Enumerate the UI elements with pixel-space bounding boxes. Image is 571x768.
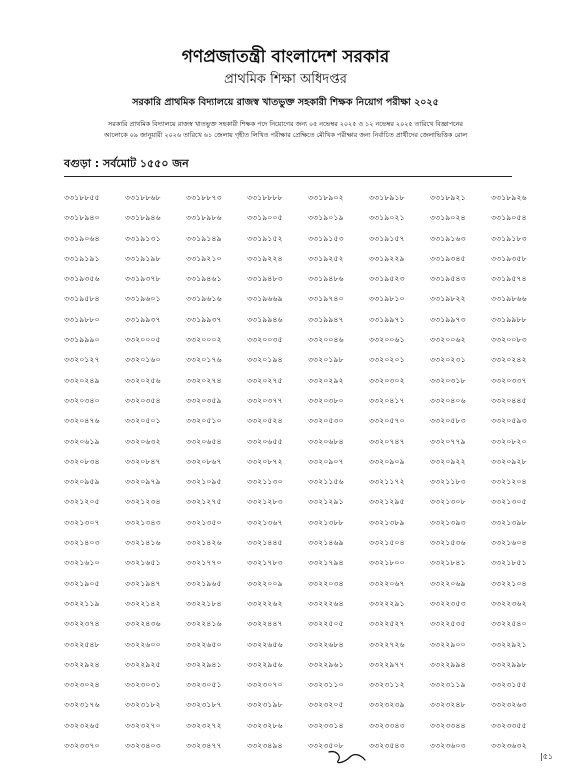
roll-number: ৩৩১৯১৩১ [125, 233, 161, 243]
roll-number: ৩৩২৩২৭০ [125, 720, 161, 730]
roll-number: ৩৩১৮৯৪৬ [125, 213, 161, 223]
roll-number: ৩৩২০৫৯৩ [491, 416, 527, 426]
roll-number: ৩৩২০৬৮৪ [308, 436, 344, 446]
roll-number: ৩৩২০৪০৬ [430, 395, 466, 405]
roll-number: ৩৩২১১৭২ [369, 477, 405, 487]
roll-number: ৩৩২২৪৩৬ [125, 619, 161, 629]
roll-number: ৩৩২৩১১৯ [430, 680, 466, 690]
roll-number: ৩৩২২৯৭৭ [369, 659, 405, 669]
roll-number: ৩৩১৯৮২২ [430, 294, 466, 304]
roll-number: ৩৩১৯৯৯০ [64, 335, 100, 345]
roll-number: ৩৩২১১৫৬ [308, 477, 344, 487]
roll-number: ৩৩২০২৩১ [430, 355, 466, 365]
roll-number: ৩৩২৩২৭২ [186, 720, 222, 730]
roll-number: ৩৩১৯০৬৪ [64, 233, 100, 243]
roll-number: ৩৩২১৭৭০ [186, 558, 222, 568]
handwritten-pen-mark [326, 748, 368, 766]
roll-number: ৩৩২২০৬৯ [430, 578, 466, 588]
roll-number: ৩৩১৯৪৮৩ [247, 274, 283, 284]
roll-number: ৩৩২১৬০৪ [491, 538, 527, 548]
roll-number: ৩৩১৯৯৭৩ [430, 314, 466, 324]
roll-number: ৩৩২২৬৫০ [186, 639, 222, 649]
roll-number: ৩৩২৩৫৪৩ [369, 741, 405, 751]
roll-number: ৩৩২০৪৪৫ [491, 395, 527, 405]
roll-number: ৩৩২০৩০২ [369, 375, 405, 385]
roll-number: ৩৩২০০৪৬ [308, 335, 344, 345]
roll-number: ৩৩২০৯৫৯ [64, 477, 100, 487]
roll-number: ৩৩২২৭২৬ [369, 639, 405, 649]
roll-number: ৩৩১৯৩৫৬ [64, 274, 100, 284]
roll-number: ৩৩২১৩৯৮ [491, 517, 527, 527]
roll-number: ৩৩২০২৪৯ [64, 375, 100, 385]
notice-text [60, 119, 511, 141]
roll-number: ৩৩২১২০৫ [64, 497, 100, 507]
roll-number: ৩৩২২৪১৬ [186, 619, 222, 629]
roll-number: ৩৩২০৮৪৭ [125, 456, 161, 466]
roll-number: ৩৩২০৮৩৪ [64, 456, 100, 466]
roll-number: ৩৩২২২৬২ [247, 598, 283, 608]
roll-number: ৩৩১৯৫২৩ [369, 274, 405, 284]
roll-number: ৩৩২০০০২ [186, 335, 222, 345]
roll-number: ৩৩২২৩৫৩ [430, 598, 466, 608]
roll-number: ৩৩২৩১৭৬ [64, 700, 100, 710]
roll-number: ৩৩১৯১৮৩ [491, 233, 527, 243]
roll-number: ৩৩১৯৯৩৭ [186, 314, 222, 324]
roll-number: ৩৩২১৩৬৭ [247, 517, 283, 527]
roll-number: ৩৩২১৩০৭ [64, 517, 100, 527]
roll-number: ৩৩২২৩৬২ [491, 598, 527, 608]
roll-number: ৩৩২০৩৫৪ [125, 395, 161, 405]
roll-number: ৩৩১৯২৫২ [308, 253, 344, 263]
roll-number: ৩৩২৩৩৪৪ [430, 720, 466, 730]
roll-number: ৩৩২১২৯৫ [369, 497, 405, 507]
roll-number: ৩৩২৩৩৫৫ [491, 720, 527, 730]
roll-number: ৩৩২৩১৮২ [125, 700, 161, 710]
roll-number: ৩৩১৯৯৭১ [369, 314, 405, 324]
roll-number: ৩৩২১৫৩৬ [430, 538, 466, 548]
district-heading: বগুড়া : সর্বমোট ১৫৫০ জন [64, 157, 189, 170]
roll-number: ৩৩২২৬০০ [125, 639, 161, 649]
roll-number: ৩৩২২৯২১ [491, 639, 527, 649]
roll-number: ৩৩২২৫৪০ [491, 619, 527, 629]
roll-number: ৩৩২০২৭৫ [247, 375, 283, 385]
roll-number: ৩৩২১৭৮৩ [247, 558, 283, 568]
roll-number: ৩৩১৯১৯১ [64, 253, 100, 263]
roll-number: ৩৩২২৯৫৬ [247, 659, 283, 669]
roll-number: ৩৩১৯০২১ [369, 213, 405, 223]
roll-number: ৩৩১৯০০৫ [247, 213, 283, 223]
roll-number: ৩৩১৯২১০ [186, 253, 222, 263]
roll-number: ৩৩২০৯২৮ [491, 456, 527, 466]
roll-number: ৩৩২২২৬৪ [308, 598, 344, 608]
roll-number: ৩৩২০২৪২ [491, 355, 527, 365]
roll-number: ৩৩১৯৭৪০ [308, 294, 344, 304]
roll-number: ৩৩১৯৩৪৫ [430, 253, 466, 263]
roll-number: ৩৩২০৩৫৯ [186, 395, 222, 405]
roll-number: ৩৩২১৪৪৫ [247, 538, 283, 548]
roll-number: ৩৩২১৩০৫ [491, 497, 527, 507]
roll-number: ৩৩১৮৮৮৮ [247, 193, 283, 202]
roll-number: ৩৩২০২৫৬ [125, 375, 161, 385]
roll-number: ৩৩২০৮২০ [491, 436, 527, 446]
roll-number: ৩৩২৩২৬৫ [64, 720, 100, 730]
roll-number: ৩৩১৯৩৭৮ [125, 274, 161, 284]
roll-number: ৩৩২১২৭৫ [186, 497, 222, 507]
roll-number: ৩৩২২৫৩৫ [430, 619, 466, 629]
roll-number: ৩৩১৯৬০১ [125, 294, 161, 304]
roll-number: ৩৩১৯১৫৩ [308, 233, 344, 243]
roll-number: ৩৩২০৩৪০ [64, 395, 100, 405]
roll-number: ৩৩২০৬৫৫ [247, 436, 283, 446]
roll-number: ৩৩২৩৪৯৪ [247, 741, 283, 751]
roll-number: ৩৩২১২৩৪ [125, 497, 161, 507]
roll-number: ৩৩২১৯০৫ [64, 578, 100, 588]
roll-number: ৩৩২২৩৭৪ [64, 619, 100, 629]
roll-number: ৩৩২১৩৮৯ [369, 517, 405, 527]
roll-number: ৩৩২০৩৮০ [308, 395, 344, 405]
roll-number: ৩৩২১২৮৩ [247, 497, 283, 507]
roll-number: ৩৩২০৮৭২ [247, 456, 283, 466]
roll-number: ৩৩১৯৮১০ [369, 294, 405, 304]
roll-number: ৩৩১৯৮৮০ [64, 314, 100, 324]
roll-number: ৩৩২০৫৮৩ [430, 416, 466, 426]
roll-number: ৩৩২২৯৬১ [308, 659, 344, 669]
roll-number: ৩৩১৮৯২৬ [491, 193, 527, 202]
notice-line-2: আলোকে ০৯ জানুয়ারী ২০২৬ তারিখে ৬১ জেলায় গৃহীত লিখিত পরীক্ষার প্রেক্ষিতে মৌখিক পরীক্ষার জন্য নির্বাচিত প্রার্থীদের জেলাভিত্তিক রোল [103, 131, 468, 139]
roll-number: ৩৩১৯৯৪৭ [308, 314, 344, 324]
roll-number: ৩৩১৮৮৬৮ [125, 193, 161, 202]
roll-number: ৩৩১৯৬৬৯ [247, 294, 283, 304]
roll-number: ৩৩২০৯০৯ [369, 456, 405, 466]
roll-number: ৩৩২০৫২৪ [247, 416, 283, 426]
roll-number: ৩৩২২৯০০ [430, 639, 466, 649]
roll-number: ৩৩২১৩৪৩ [125, 517, 161, 527]
roll-number: ৩৩২৩১৮৭ [186, 700, 222, 710]
roll-number: ৩৩২২১১৯ [64, 598, 100, 608]
roll-number: ৩৩১৯৪৬১ [186, 274, 222, 284]
roll-number: ৩৩১৯৫৮৪ [64, 294, 100, 304]
roll-number: ৩৩১৯৯৪৬ [247, 314, 283, 324]
roll-number: ৩৩২০১৯৪ [247, 355, 283, 365]
roll-number: ৩৩১৯৮৬৬ [491, 294, 527, 304]
roll-number: ৩৩২২৫২৭ [369, 619, 405, 629]
roll-number: ৩৩১৯১৫২ [247, 233, 283, 243]
directorate-title: প্রাথমিক শিক্ষা অধিদপ্তর [224, 72, 347, 87]
roll-number: ৩৩২২৯২৪ [64, 659, 100, 669]
roll-number: ৩৩১৯৫৭৪ [491, 274, 527, 284]
roll-number: ৩৩১৮৮৭৩ [186, 193, 222, 202]
roll-number: ৩৩২৩১১২ [369, 680, 405, 690]
roll-number: ৩৩২০০০৫ [125, 335, 161, 345]
roll-number: ৩৩২১৮৪১ [430, 558, 466, 568]
roll-number: ৩৩২২৫০৫ [308, 619, 344, 629]
roll-number: ৩৩১৯০২৪ [430, 213, 466, 223]
roll-number: ৩৩২৩২৩৯ [369, 700, 405, 710]
roll-number: ৩৩১৯২২৪ [247, 253, 283, 263]
roll-number: ৩৩২১৬১০ [64, 558, 100, 568]
roll-number: ৩৩২৩৬০৩ [430, 741, 466, 751]
roll-number: ৩৩২২১০৪ [491, 578, 527, 588]
roll-number: ৩৩২০০৬১ [369, 335, 405, 345]
roll-number: ৩৩১৯৪৮৬ [308, 274, 344, 284]
roll-number-grid [64, 193, 550, 761]
roll-number: ৩৩২০০৩৫ [247, 335, 283, 345]
roll-number: ৩৩২০২৯২ [308, 375, 344, 385]
government-title: গণপ্রজাতন্ত্রী বাংলাদেশ সরকার [181, 47, 390, 67]
roll-number: ৩৩২০৮৬৭ [186, 456, 222, 466]
roll-number: ৩৩২২৬৫৬ [247, 639, 283, 649]
roll-number: ৩৩১৯১৬৩ [430, 233, 466, 243]
roll-number: ৩৩১৮৯০২ [308, 193, 344, 202]
roll-number: ৩৩২০৫১০ [186, 416, 222, 426]
roll-number: ৩৩২৩৪০৩ [125, 741, 161, 751]
roll-number: ৩৩২০৪৭৬ [64, 416, 100, 426]
roll-number: ৩৩২১৪১৬ [125, 538, 161, 548]
roll-number: ৩৩২৩০২৪ [64, 680, 100, 690]
roll-number: ৩৩২২৫৪৮ [64, 639, 100, 649]
roll-number: ৩৩১৯৩৫৮ [491, 253, 527, 263]
roll-number: ৩৩২০১২৭ [64, 355, 100, 365]
roll-number: ৩৩২৩০৩১ [125, 680, 161, 690]
roll-number: ৩৩২০২০১ [369, 355, 405, 365]
heading-divider [64, 176, 512, 177]
roll-number: ৩৩২১৮৫১ [491, 558, 527, 568]
roll-number: ৩৩১৯৯৩৭ [125, 314, 161, 324]
roll-number: ৩৩২১০৯৫ [186, 477, 222, 487]
roll-number: ৩৩২০৯২২ [430, 456, 466, 466]
roll-number: ৩৩২৩৪৭৭ [186, 741, 222, 751]
roll-number: ৩৩২০৪১৭ [369, 395, 405, 405]
roll-number: ৩৩২১৪৬৯ [308, 538, 344, 548]
roll-number: ৩৩১৯১৯৮ [125, 253, 161, 263]
roll-number: ৩৩২২০০৯ [247, 578, 283, 588]
roll-number: ৩৩২৩২৬৩ [491, 700, 527, 710]
roll-number: ৩৩২০২৭৪ [186, 375, 222, 385]
roll-number: ৩৩২০৩১৮ [430, 375, 466, 385]
roll-number: ৩৩১৮৮৫৫ [64, 193, 100, 202]
roll-number: ৩৩১৮৯১৮ [369, 193, 405, 202]
roll-number: ৩৩১৮৯৪০ [64, 213, 100, 223]
roll-number: ৩৩২০৯৭৯ [125, 477, 161, 487]
roll-number: ৩৩২১২৯১ [308, 497, 344, 507]
roll-number: ৩৩১৯৬১৬ [186, 294, 222, 304]
roll-number: ৩৩১৯১৪৯ [186, 233, 222, 243]
roll-number: ৩৩২৩০৭০ [247, 680, 283, 690]
notice-line-1: সরকারি প্রাথমিক বিদ্যালয়ে রাজস্ব খাতভুক্ত সহকারী শিক্ষক পদে নিয়োগের জন্য ০৫ নভেম্বর ২০২৫ ও ১২ নভেম্বর ২০২৫ তারিখে বিজ্ঞাপনের [108, 120, 463, 128]
roll-number: ৩৩২৩২৮৬ [247, 720, 283, 730]
roll-number: ৩৩২০৭৭৯ [430, 436, 466, 446]
roll-number: ৩৩২০৩৩৭ [491, 375, 527, 385]
roll-number: ৩৩২২১৪২ [125, 598, 161, 608]
roll-number: ৩৩২১৪২৬ [186, 538, 222, 548]
roll-number: ৩৩২৩১৫৫ [491, 680, 527, 690]
roll-number: ৩৩২২৯৪১ [186, 659, 222, 669]
roll-number: ৩৩২২২৯১ [369, 598, 405, 608]
roll-number: ৩৩২৩২৪৮ [430, 700, 466, 710]
roll-number: ৩৩২২১৮৪ [186, 598, 222, 608]
roll-number: ৩৩২০৫৩০ [308, 416, 344, 426]
roll-number: ৩৩২০৫৭০ [369, 416, 405, 426]
roll-number: ৩৩২২৯৯৪ [430, 659, 466, 669]
roll-number: ৩৩১৯০১৯ [308, 213, 344, 223]
roll-number: ৩৩২০৭৪৭ [369, 436, 405, 446]
roll-number: ৩৩১৯২২৯ [369, 253, 405, 263]
roll-number: ৩৩২১৩৯৩ [430, 517, 466, 527]
roll-number: ৩৩২৩৩৪৩ [369, 720, 405, 730]
roll-number: ৩৩২১১৮৩ [430, 477, 466, 487]
roll-number: ৩৩২৩১৯৮ [247, 700, 283, 710]
roll-number: ৩৩২০৬৩২ [125, 436, 161, 446]
roll-number: ৩৩২০১৭৬ [186, 355, 222, 365]
exam-title: সরকারি প্রাথমিক বিদ্যালয়ে রাজস্ব খাতভুক্ত সহকারী শিক্ষক নিয়োগ পরীক্ষা ২০২৫ [132, 97, 439, 108]
roll-number: ৩৩২২৬৮৪ [308, 639, 344, 649]
roll-number: ৩৩২১১৩০ [247, 477, 283, 487]
roll-number: ৩৩২১৯৪৭ [125, 578, 161, 588]
roll-number: ৩৩২৩০৫১ [186, 680, 222, 690]
roll-number: ৩৩২০৯০৭ [308, 456, 344, 466]
roll-number: ৩৩২১৪০৩ [64, 538, 100, 548]
roll-number: ৩৩২১৭৯৪ [308, 558, 344, 568]
roll-number: ৩৩২৩৩১৪ [308, 720, 344, 730]
roll-number: ৩৩২২৯২৫ [125, 659, 161, 669]
roll-number: ৩৩২২০৬৭ [369, 578, 405, 588]
roll-number: ৩৩১৯৫৪৩ [430, 274, 466, 284]
roll-number: ৩৩২১৯৬৫ [186, 578, 222, 588]
roll-number: ৩৩২০৩৭৭ [247, 395, 283, 405]
roll-number: ৩৩২১৫০৪ [369, 538, 405, 548]
roll-number: ৩৩২১৩৫০ [186, 517, 222, 527]
roll-number: ৩৩২০৬৫৪ [186, 436, 222, 446]
roll-number: ৩৩১৯৯৮৮ [491, 314, 527, 324]
roll-number: ৩৩১৯০৫৪ [491, 213, 527, 223]
roll-number: ৩৩২৩৬৩২ [491, 741, 527, 751]
roll-number: ৩৩২০৫০১ [125, 416, 161, 426]
roll-number: ৩৩২১৩০৮ [430, 497, 466, 507]
roll-number: ৩৩২৩২০৫ [308, 700, 344, 710]
roll-number: ৩৩২৩৫০৮ [308, 741, 344, 751]
roll-number: ৩৩২১৬৫১ [125, 558, 161, 568]
roll-number: ৩৩২২৪৪৭ [247, 619, 283, 629]
roll-number: ৩৩১৯১৫৭ [369, 233, 405, 243]
roll-number: ৩৩২০১৬০ [125, 355, 161, 365]
roll-number: ৩৩২৩১১০ [308, 680, 344, 690]
roll-number: ৩৩২২৯৯৮ [491, 659, 527, 669]
roll-number: ৩৩২০৬১৯ [64, 436, 100, 446]
roll-number: ৩৩২৩৩৭০ [64, 741, 100, 751]
roll-number: ৩৩২১৮০০ [369, 558, 405, 568]
roll-number: ৩৩২০১৯৮ [308, 355, 344, 365]
roll-number: ৩৩২২০৩৪ [308, 578, 344, 588]
roll-number: ৩৩২১২০৪ [491, 477, 527, 487]
roll-number: ৩৩২১৩৮৮ [308, 517, 344, 527]
roll-number: ৩৩১৮৯২১ [430, 193, 466, 202]
roll-number: ৩৩১৮৯৮৬ [186, 213, 222, 223]
roll-number: ৩৩২০০৬২ [430, 335, 466, 345]
roll-number: ৩৩২০০৮৩ [491, 335, 527, 345]
page-number: |৫১ [540, 752, 554, 761]
